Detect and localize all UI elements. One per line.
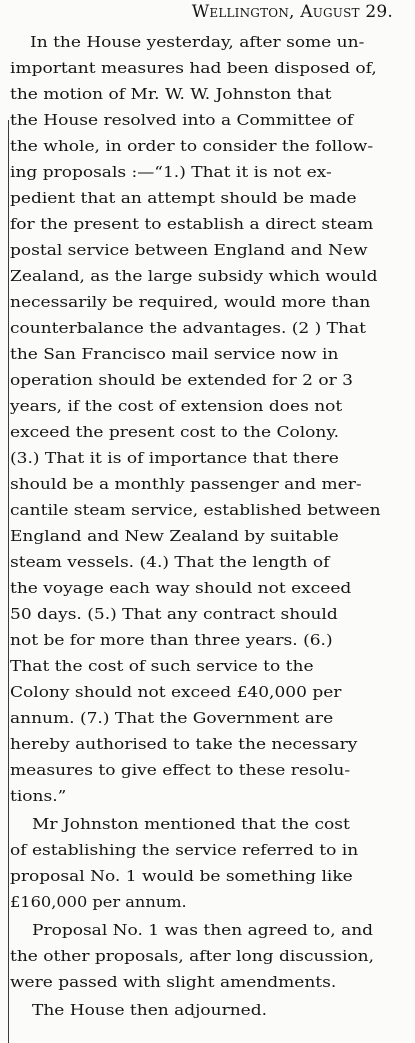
article-line: postal service between England and New <box>10 241 368 259</box>
article-line: steam vessels. (4.) That the length of <box>10 553 330 571</box>
article-line: should be a monthly passenger and mer- <box>10 475 362 493</box>
article-line: In the House yesterday, after some un- <box>30 33 365 51</box>
article-line: necessarily be required, would more than <box>10 293 371 311</box>
article-line: for the present to establish a direct steam <box>10 215 374 233</box>
article-line: the San Francisco mail service now in <box>10 345 339 363</box>
article-line: the whole, in order to consider the follow- <box>10 137 374 155</box>
article-line: measures to give effect to these resolu- <box>10 761 351 779</box>
article-line: ing proposals :—“1.) That it is not ex- <box>10 163 332 181</box>
article-line: not be for more than three years. (6.) <box>10 631 333 649</box>
article-line: of establishing the service referred to in <box>10 841 359 859</box>
article-line: annum. (7.) That the Government are <box>10 709 334 727</box>
article-line: years, if the cost of extension does not <box>10 397 343 415</box>
article-line: hereby authorised to take the necessary <box>10 735 358 753</box>
article-line: £160,000 per annum. <box>10 893 187 911</box>
column-rule <box>8 120 9 1043</box>
article-line: the other proposals, after long discussion, <box>10 947 374 965</box>
dateline: Wellington, August 29. <box>191 2 393 22</box>
article-line: the voyage each way should not exceed <box>10 579 352 597</box>
article-line: pedient that an attempt should be made <box>10 189 357 207</box>
article-line: cantile steam service, established between <box>10 501 381 519</box>
article-line: That the cost of such service to the <box>10 657 314 675</box>
article-line: the House resolved into a Committee of <box>10 111 354 129</box>
article-line: the motion of Mr. W. W. Johnston that <box>10 85 332 103</box>
article-line: (3.) That it is of importance that there <box>10 449 339 467</box>
article-line: Colony should not exceed £40,000 per <box>10 683 342 701</box>
article-line: Zealand, as the large subsidy which would <box>10 267 378 285</box>
article-line: proposal No. 1 would be something like <box>10 867 353 885</box>
article-line: were passed with slight amendments. <box>10 973 337 991</box>
article-line: Mr Johnston mentioned that the cost <box>32 815 350 833</box>
article-line: tions.” <box>10 787 67 805</box>
article-line: exceed the present cost to the Colony. <box>10 423 340 441</box>
article-line: 50 days. (5.) That any contract should <box>10 605 338 623</box>
article-line: operation should be extended for 2 or 3 <box>10 371 353 389</box>
article-line: important measures had been disposed of, <box>10 59 377 77</box>
article-line: Proposal No. 1 was then agreed to, and <box>32 921 374 939</box>
article-line: England and New Zealand by suitable <box>10 527 339 545</box>
article-line: The House then adjourned. <box>32 1001 267 1019</box>
article-line: counterbalance the advantages. (2 ) That <box>10 319 366 337</box>
